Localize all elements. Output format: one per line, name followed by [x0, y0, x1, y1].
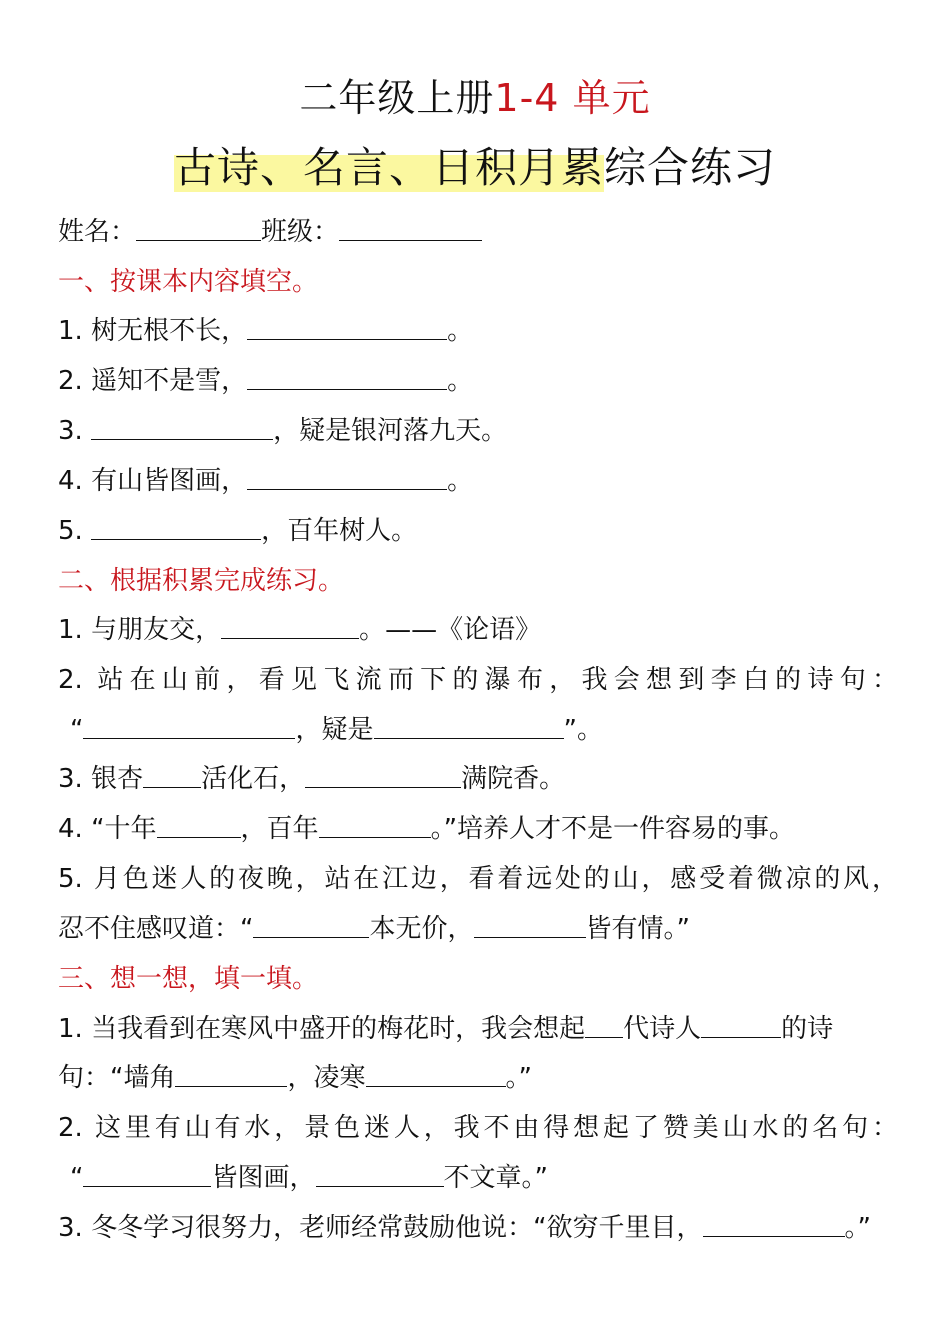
s3-q1-blank-1[interactable] — [175, 1062, 287, 1087]
s2-question-2-line2 — [70, 713, 898, 747]
s2-q5-blank-1[interactable] — [253, 913, 369, 938]
s3-q3-end: 。” — [844, 1213, 872, 1243]
s2-q3-blank-2[interactable] — [305, 763, 461, 788]
s2-question-2: 2. 站在山前，看见飞流而下的瀑布，我会想到李白的诗句： — [58, 665, 898, 695]
title-unit: 1-4 单元 — [494, 76, 651, 120]
s1-q4-text: 4. 有山皆图画， — [58, 466, 248, 496]
s2-q4-mid: ，百年 — [240, 814, 319, 844]
s2-question-5: 5. 月色迷人的夜晚，站在江边，看着远处的山，感受着微凉的风， — [58, 864, 898, 894]
s3-q1-blank-2[interactable] — [366, 1062, 506, 1087]
s1-q3-text: ，疑是银河落九天。 — [273, 416, 508, 446]
s1-q2-blank[interactable] — [247, 365, 447, 390]
s2-q1-text: 1. 与朋友交， — [58, 615, 222, 645]
s1-q2-end: 。 — [447, 366, 474, 396]
class-label: 班级： — [261, 217, 340, 247]
s2-question-4 — [58, 812, 898, 846]
s3-question-1 — [58, 1012, 898, 1046]
section3-heading: 三、想一想，填一填。 — [58, 964, 319, 994]
s2-q3-blank-1[interactable] — [143, 763, 201, 788]
s2-q3-mid: 活化石， — [201, 764, 306, 794]
s1-question-4 — [58, 464, 898, 498]
s2-q2-blank-1[interactable] — [83, 714, 295, 739]
s1-q3-blank[interactable] — [91, 415, 273, 440]
s2-question-1 — [58, 613, 898, 647]
s2-question-5-line2 — [58, 912, 898, 946]
s2-q2-mid: ，疑是 — [295, 715, 374, 745]
s3-q2-blank-1[interactable] — [83, 1162, 211, 1187]
student-info — [58, 215, 898, 249]
s2-q5-mid: 本无价， — [369, 914, 474, 944]
s1-question-2 — [58, 364, 898, 398]
page-title — [0, 74, 950, 122]
page-subtitle — [0, 141, 950, 195]
title-main: 二年级上册 — [299, 76, 495, 120]
s3-q2-open: “ — [70, 1163, 84, 1193]
s2-q2-close: ”。 — [563, 715, 603, 745]
s3-q1-blank-poet[interactable] — [701, 1013, 781, 1038]
s3-q1-mid: 代诗人 — [623, 1014, 702, 1044]
s1-q5-blank[interactable] — [91, 515, 261, 540]
s3-q1-end: 的诗 — [781, 1014, 834, 1044]
s2-q2-blank-2[interactable] — [374, 714, 564, 739]
name-field[interactable] — [136, 216, 261, 241]
s2-q4-blank-1[interactable] — [157, 813, 241, 838]
s2-question-3 — [58, 762, 898, 796]
s2-q4-text: 4. “十年 — [58, 814, 157, 844]
s2-q5-text: 忍不住感叹道：“ — [58, 914, 254, 944]
s2-q4-blank-2[interactable] — [319, 813, 431, 838]
s3-q1-l2-text: 句：“墙角 — [58, 1063, 176, 1093]
s1-question-3 — [58, 414, 898, 448]
s3-q1-text: 1. 当我看到在寒风中盛开的梅花时，我会想起 — [58, 1014, 586, 1044]
s1-q3-num: 3. — [58, 416, 92, 446]
s1-q4-end: 。 — [447, 466, 474, 496]
s2-q3-text: 3. 银杏 — [58, 764, 144, 794]
s3-q1-l2-end: 。” — [505, 1063, 532, 1093]
s1-question-5 — [58, 514, 898, 548]
s3-q2-mid: 皆图画， — [211, 1163, 316, 1193]
s3-q1-blank-dynasty[interactable] — [585, 1013, 623, 1038]
s1-question-1 — [58, 314, 898, 348]
s3-q1-l2-mid: ，凌寒 — [287, 1063, 366, 1093]
s1-q1-blank[interactable] — [247, 315, 447, 340]
s3-question-2-line2 — [70, 1161, 898, 1195]
subtitle-rest: 综合练习 — [604, 143, 777, 192]
class-field[interactable] — [339, 216, 482, 241]
s2-q5-end: 皆有情。” — [585, 914, 690, 944]
s1-q1-text: 1. 树无根不长， — [58, 316, 248, 346]
s3-q3-blank[interactable] — [703, 1212, 845, 1237]
s3-question-1-line2 — [58, 1061, 898, 1095]
section1-heading: 一、按课本内容填空。 — [58, 267, 319, 297]
s3-question-2: 2. 这里有山有水，景色迷人，我不由得想起了赞美山水的名句： — [58, 1113, 898, 1143]
s2-q1-blank[interactable] — [221, 614, 359, 639]
s3-q3-text: 3. 冬冬学习很努力，老师经常鼓励他说：“欲穷千里目， — [58, 1213, 703, 1243]
s3-q2-blank-2[interactable] — [316, 1162, 444, 1187]
s2-q1-source: 。——《论语》 — [359, 615, 542, 645]
s1-q4-blank[interactable] — [247, 465, 447, 490]
subtitle-highlight: 古诗、名言、日积月累 — [173, 143, 604, 192]
s1-q2-text: 2. 遥知不是雪， — [58, 366, 248, 396]
s3-question-3 — [58, 1211, 898, 1245]
s2-q4-end: 。”培养人才不是一件容易的事。 — [430, 814, 796, 844]
s1-q5-num: 5. — [58, 516, 92, 546]
name-label: 姓名： — [58, 217, 137, 247]
s2-q3-end: 满院香。 — [461, 764, 566, 794]
s3-q2-end: 不文章。” — [443, 1163, 548, 1193]
s2-q2-open: “ — [70, 715, 84, 745]
s1-q5-text: ，百年树人。 — [261, 516, 418, 546]
s2-q5-blank-2[interactable] — [474, 913, 586, 938]
s1-q1-end: 。 — [447, 316, 474, 346]
section2-heading: 二、根据积累完成练习。 — [58, 566, 345, 596]
